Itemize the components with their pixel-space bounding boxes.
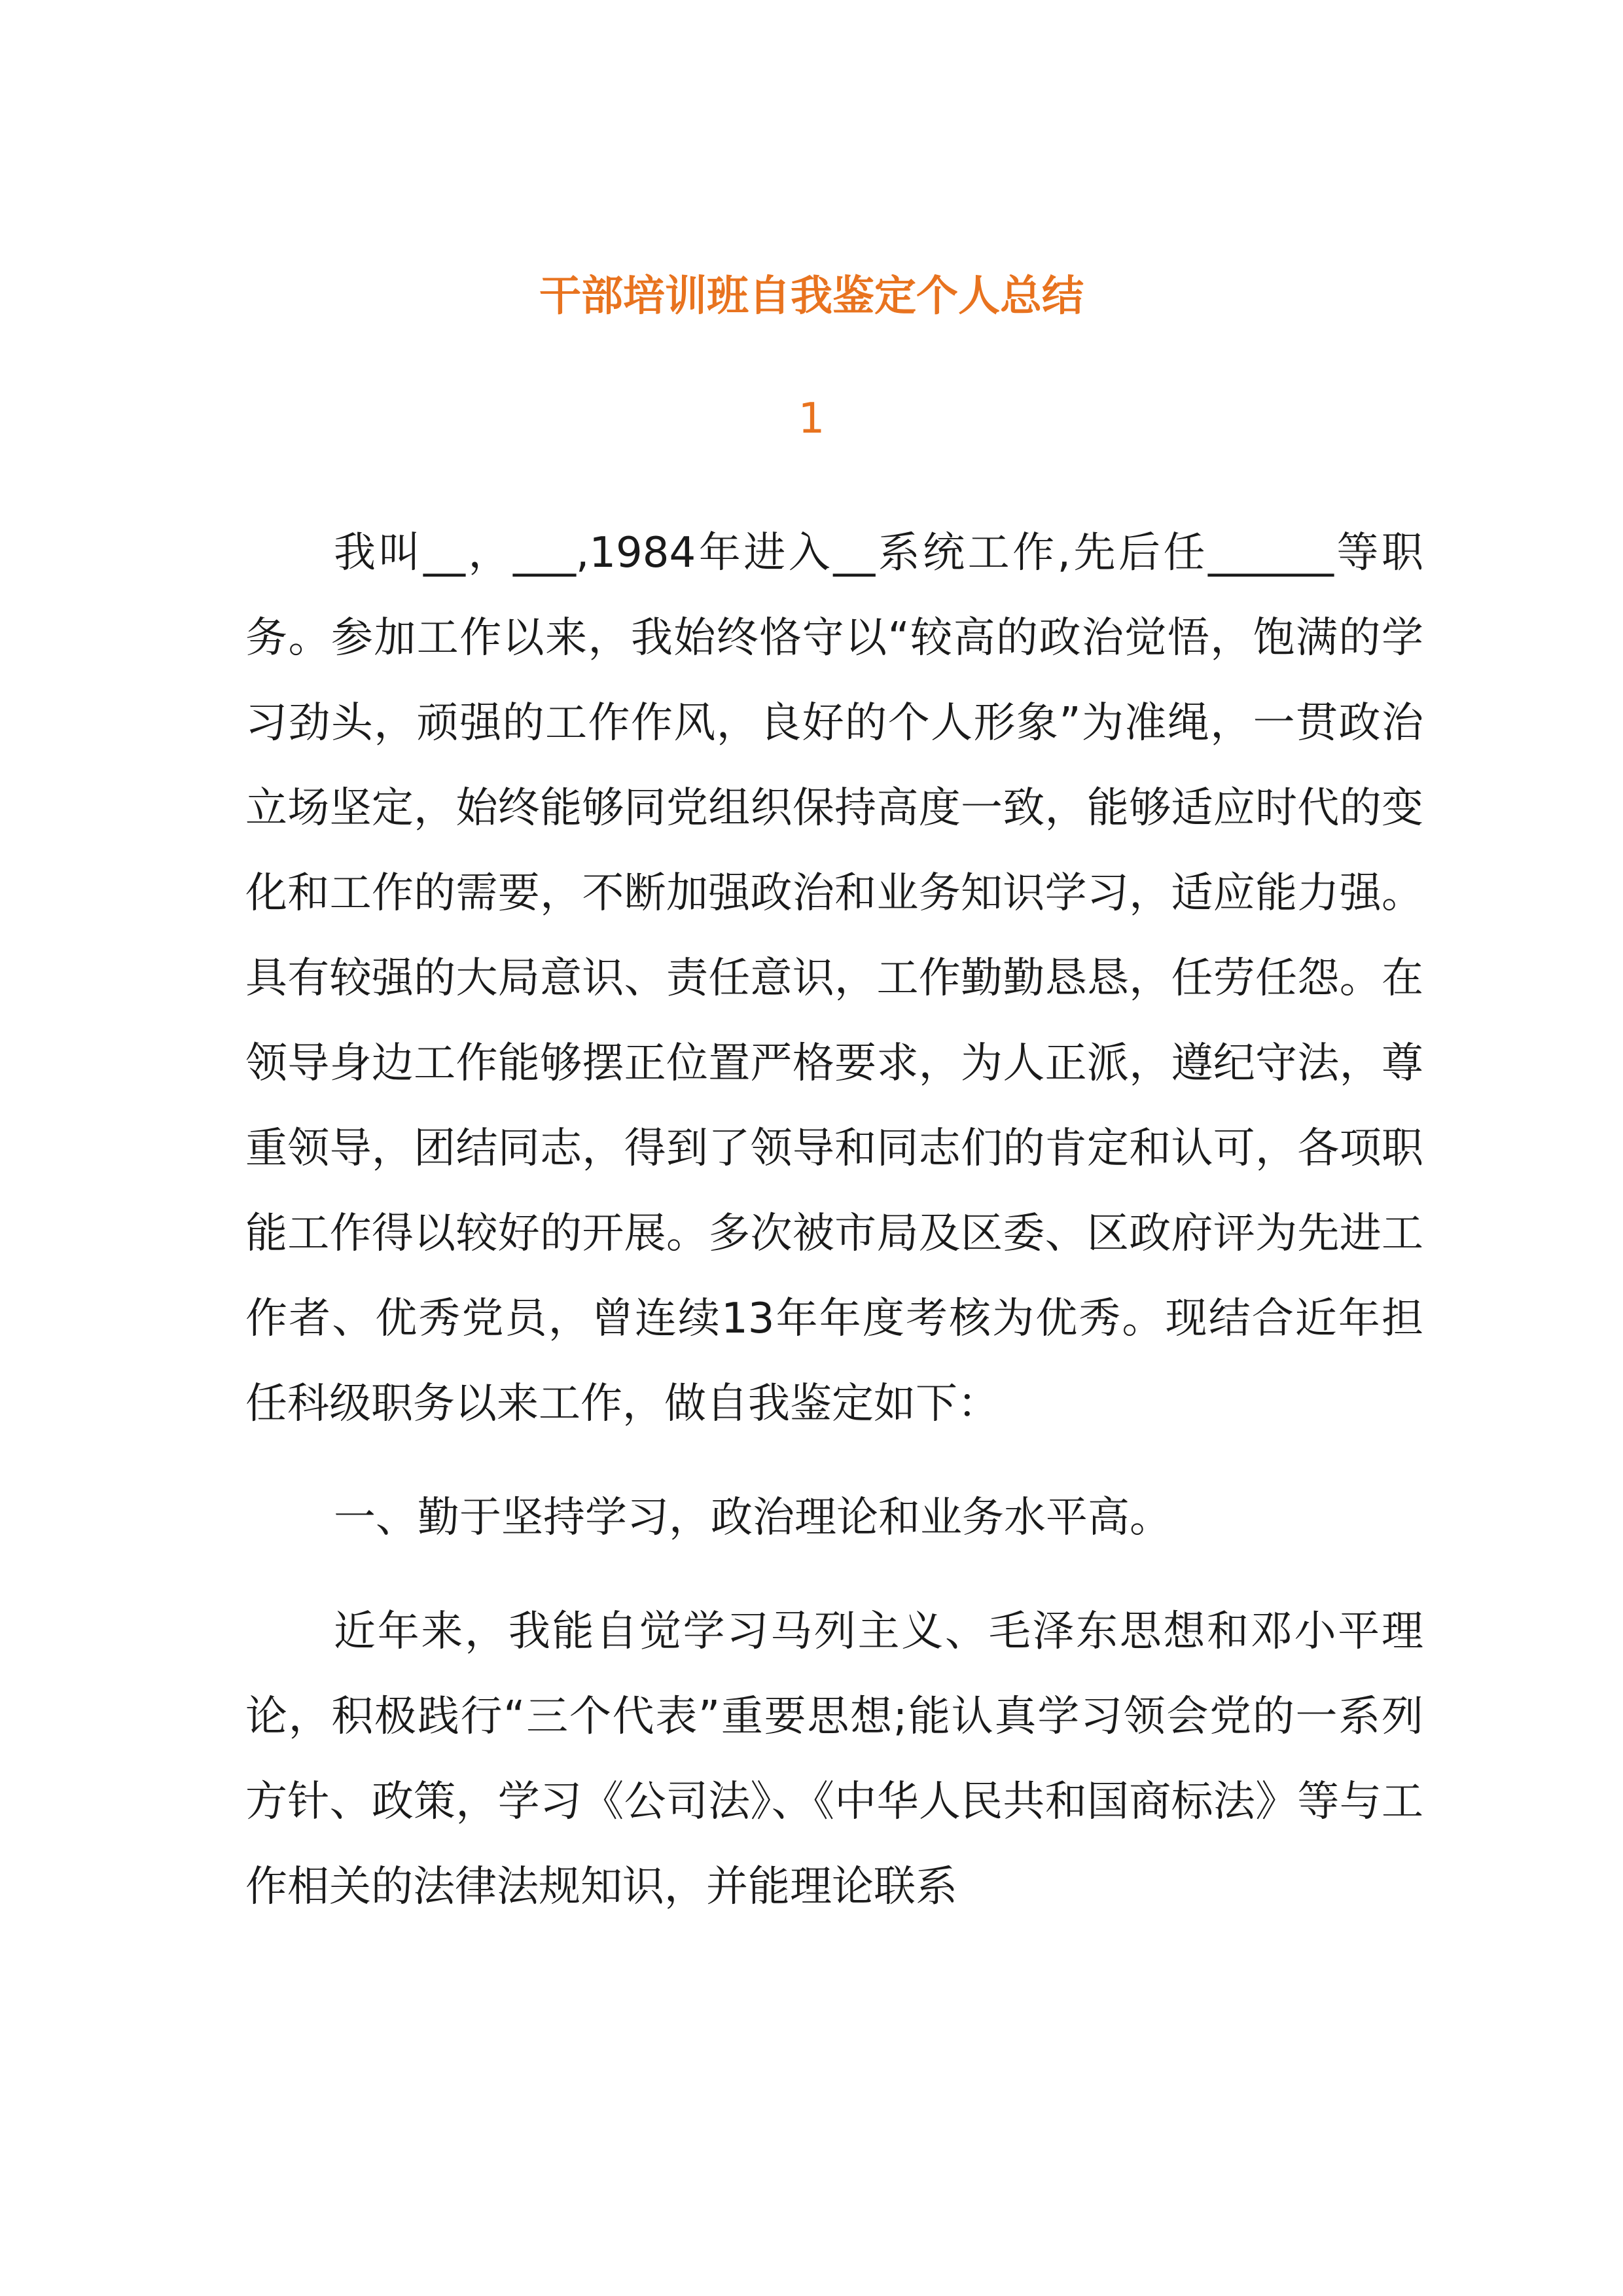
document-title: 干部培训班自我鉴定个人总结	[539, 272, 1084, 321]
paragraph-study: 近年来，我能自觉学习马列主义、毛泽东思想和邓小平理论，积极践行“三个代表”重要思想;能认真学习领会党的一系列方针、政策，学习《公司法》、《中华人民共和国商标法》等与工作相关的法律法规知识，并能理论联系	[245, 1607, 1423, 1911]
paragraph-intro: 我叫__，___,1984年进入__系统工作,先后任______等职务。参加工作以来，我始终恪守以“较高的政治觉悟，饱满的学习劲头，顽强的工作作风，良好的个人形象”为准绳，一贯政治立场坚定，始终能够同党组织保持高度一致，能够适应时代的变化和工作的需要，不断加强政治和业务知识学习，适应能力强。具有较强的大局意识、责任意识，工作勤勤恳恳，任劳任怨。在领导身边工作能够摆正位置严格要求，为人正派，遵纪守法，尊重领导，团结同志，得到了领导和同志们的肯定和认可，各项职能工作得以较好的开展。多次被市局及区委、区政府评为先进工作者、优秀党员，曾连续13年年度考核为优秀。现结合近年担任科级职务以来工作，做自我鉴定如下：	[245, 529, 1423, 1428]
section-number: 1	[798, 395, 825, 443]
paragraph-heading-one: 一、勤于坚持学习，政治理论和业务水平高。	[334, 1494, 1171, 1542]
document-body	[245, 511, 1423, 1929]
